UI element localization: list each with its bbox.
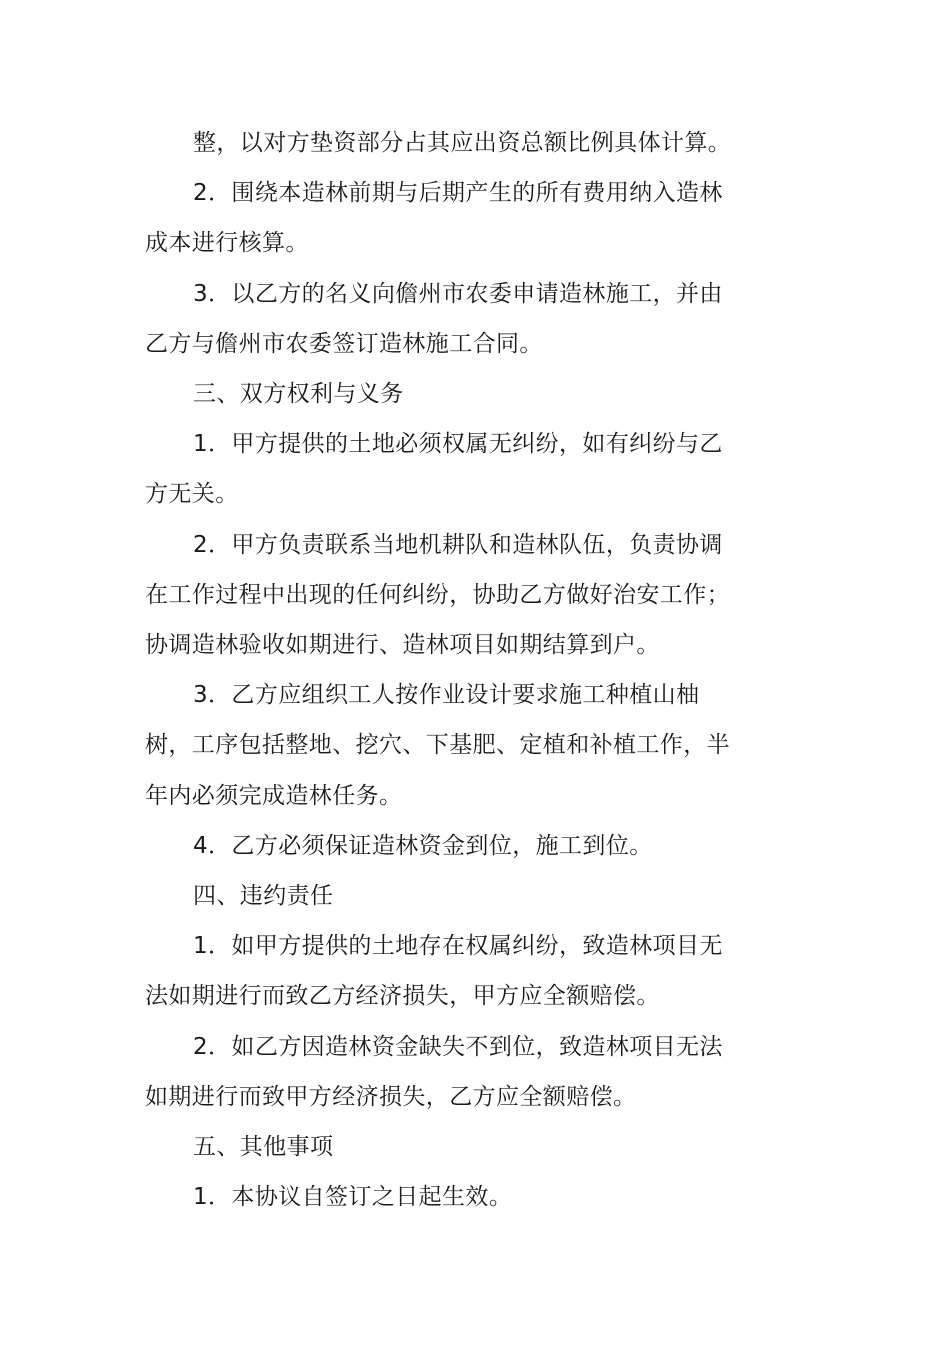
paragraph-construction-application: 3．以乙方的名义向儋州市农委申请造林施工，并由乙方与儋州市农委签订造林施工合同。: [145, 280, 723, 357]
paragraph-land-ownership: 1．甲方提供的土地必须权属无纠纷，如有纠纷与乙方无关。: [145, 431, 723, 508]
paragraph-party-b-liability: 2．如乙方因造林资金缺失不到位，致造林项目无法如期进行而致甲方经济损失，乙方应全额赔偿。: [145, 1033, 723, 1110]
paragraph-party-b-planting: 3．乙方应组织工人按作业设计要求施工种植山柚树，工序包括整地、挖穴、下基肥、定植和补植工作，半年内必须完成造林任务。: [145, 682, 730, 809]
paragraph-party-b-funding: 4．乙方必须保证造林资金到位，施工到位。: [193, 832, 653, 859]
document-body: [145, 118, 745, 1222]
section-heading-other-matters: 五、其他事项: [193, 1134, 334, 1161]
paragraph-cost-calculation: 整，以对方垫资部分占其应出资总额比例具体计算。: [193, 130, 732, 156]
paragraph-party-a-coordination: 2．甲方负责联系当地机耕队和造林队伍，负责协调在工作过程中出现的任何纠纷，协助乙方做好治安工作；协调造林验收如期进行、造林项目如期结算到户。: [145, 531, 730, 659]
section-heading-liability: 四、违约责任: [193, 883, 334, 910]
paragraph-cost-accounting: 2．围绕本造林前期与后期产生的所有费用纳入造林成本进行核算。: [145, 180, 723, 257]
paragraph-party-a-liability: 1．如甲方提供的土地存在权属纠纷，致造林项目无法如期进行而致乙方经济损失，甲方应全额赔偿。: [145, 933, 723, 1010]
paragraph-effective-date: 1．本协议自签订之日起生效。: [193, 1184, 513, 1211]
section-heading-rights-obligations: 三、双方权利与义务: [193, 381, 404, 408]
